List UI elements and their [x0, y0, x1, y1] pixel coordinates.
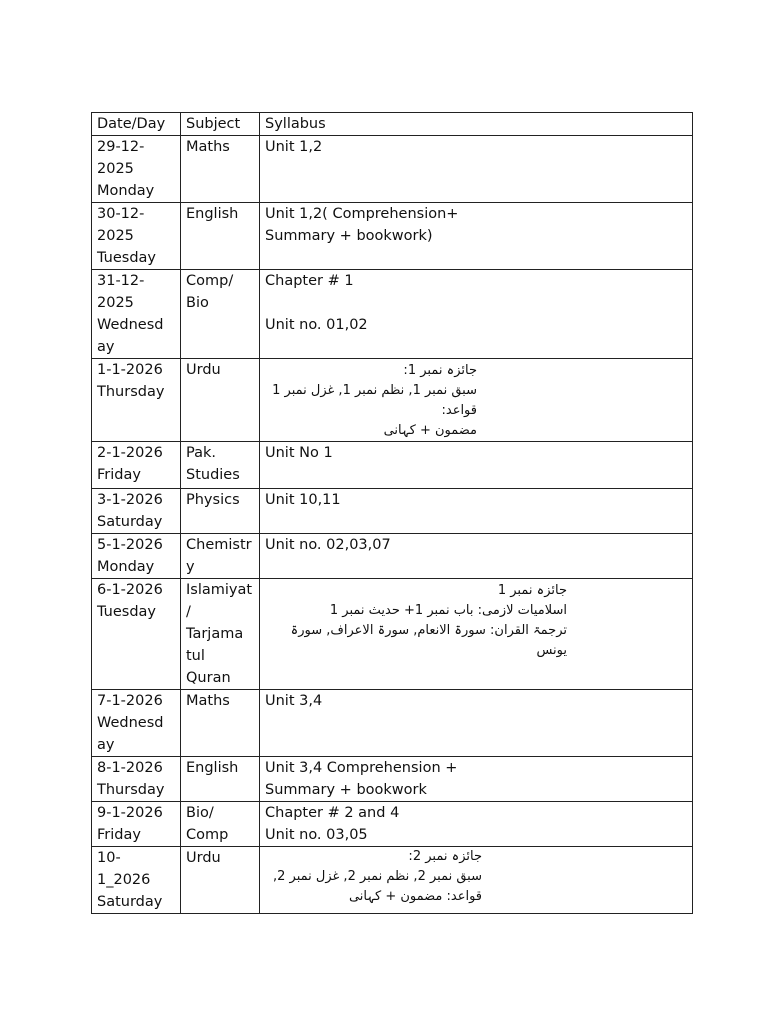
syllabus-cell: [260, 203, 693, 270]
subject-cell: [181, 489, 260, 534]
date-text: 29-12- 2025 Monday: [97, 139, 155, 199]
date-text: 9-1-2026 Friday: [97, 805, 163, 843]
header-date: [92, 113, 181, 136]
date-cell: [92, 847, 181, 914]
date-text: 8-1-2026 Thursday: [97, 760, 165, 798]
subject-cell: [181, 136, 260, 203]
syllabus-text: Unit 3,4: [265, 693, 323, 709]
header-date-text: Date/Day: [97, 116, 166, 132]
date-text: 31-12- 2025 Wednesd ay: [97, 273, 164, 355]
subject-cell: [181, 203, 260, 270]
subject-text: Maths: [186, 693, 230, 709]
syllabus-text: Unit 10,11: [265, 492, 341, 508]
syllabus-cell: [260, 579, 693, 690]
date-text: 5-1-2026 Monday: [97, 537, 163, 575]
date-cell: [92, 442, 181, 489]
subject-cell: [181, 579, 260, 690]
subject-text: Maths: [186, 139, 230, 155]
subject-text: English: [186, 760, 239, 776]
subject-cell: [181, 690, 260, 757]
header-syllabus: [260, 113, 693, 136]
date-text: 7-1-2026 Wednesd ay: [97, 693, 164, 753]
table-row: [92, 359, 693, 442]
syllabus-text: Unit no. 02,03,07: [265, 537, 391, 553]
subject-cell: [181, 359, 260, 442]
syllabus-cell: [260, 847, 693, 914]
syllabus-text: جائزہ نمبر 1: سبق نمبر 1, نظم نمبر 1, غزل نمبر 1 قواعد: مضمون + کہانی: [272, 363, 477, 438]
date-text: 6-1-2026 Tuesday: [97, 582, 163, 620]
header-syllabus-text: Syllabus: [265, 116, 326, 132]
syllabus-text: Unit No 1: [265, 445, 333, 461]
syllabus-text: جائزہ نمبر 2: سبق نمبر 2, نظم نمبر 2, غزل نمبر 2, قواعد: مضمون + کہانی: [272, 849, 482, 904]
table-row: [92, 690, 693, 757]
syllabus-cell: [260, 690, 693, 757]
syllabus-cell: [260, 136, 693, 203]
subject-text: Pak. Studies: [186, 445, 240, 483]
subject-cell: [181, 757, 260, 802]
subject-text: Comp/ Bio: [186, 273, 234, 311]
syllabus-text: Chapter # 1 Unit no. 01,02: [265, 273, 368, 333]
syllabus-text: جائزہ نمبر 1 اسلامیات لازمی: باب نمبر 1+ حدیث نمبر 1 ترجمۃ القران: سورۃ الانعام, سورۃ الاعراف, سورۃ یونس: [290, 583, 567, 658]
syllabus-text: Chapter # 2 and 4 Unit no. 03,05: [265, 805, 400, 843]
table-row: [92, 489, 693, 534]
syllabus-cell: [260, 489, 693, 534]
header-subject-text: Subject: [186, 116, 241, 132]
date-cell: [92, 579, 181, 690]
date-cell: [92, 757, 181, 802]
table-row: [92, 534, 693, 579]
syllabus-cell: [260, 757, 693, 802]
syllabus-cell: [260, 359, 693, 442]
date-cell: [92, 203, 181, 270]
date-text: 1-1-2026 Thursday: [97, 362, 165, 400]
table-row: [92, 442, 693, 489]
date-text: 3-1-2026 Saturday: [97, 492, 163, 530]
syllabus-text: Unit 1,2( Comprehension+ Summary + bookwork): [265, 206, 459, 244]
subject-text: Chemistr y: [186, 537, 252, 575]
subject-text: Physics: [186, 492, 240, 508]
subject-text: Bio/ Comp: [186, 805, 229, 843]
date-text: 10- 1_2026 Saturday: [97, 850, 163, 910]
syllabus-text: Unit 1,2: [265, 139, 323, 155]
schedule-table: [91, 112, 693, 914]
header-subject: [181, 113, 260, 136]
table-row: [92, 757, 693, 802]
subject-cell: [181, 802, 260, 847]
table-row: [92, 136, 693, 203]
table-row: [92, 847, 693, 914]
date-text: 2-1-2026 Friday: [97, 445, 163, 483]
date-cell: [92, 489, 181, 534]
table-row: [92, 802, 693, 847]
date-cell: [92, 136, 181, 203]
subject-text: Islamiyat / Tarjama tul Quran: [186, 582, 253, 686]
subject-cell: [181, 270, 260, 359]
subject-text: English: [186, 206, 239, 222]
subject-text: Urdu: [186, 850, 221, 866]
date-cell: [92, 534, 181, 579]
subject-text: Urdu: [186, 362, 221, 378]
subject-cell: [181, 534, 260, 579]
table-row: [92, 203, 693, 270]
syllabus-text: Unit 3,4 Comprehension + Summary + bookwork: [265, 760, 458, 798]
table-row: [92, 270, 693, 359]
date-cell: [92, 802, 181, 847]
syllabus-cell: [260, 534, 693, 579]
subject-cell: [181, 442, 260, 489]
syllabus-cell: [260, 442, 693, 489]
date-cell: [92, 690, 181, 757]
table-row: [92, 579, 693, 690]
subject-cell: [181, 847, 260, 914]
syllabus-cell: [260, 270, 693, 359]
date-cell: [92, 359, 181, 442]
header-row: [92, 113, 693, 136]
date-text: 30-12- 2025 Tuesday: [97, 206, 156, 266]
date-cell: [92, 270, 181, 359]
syllabus-cell: [260, 802, 693, 847]
